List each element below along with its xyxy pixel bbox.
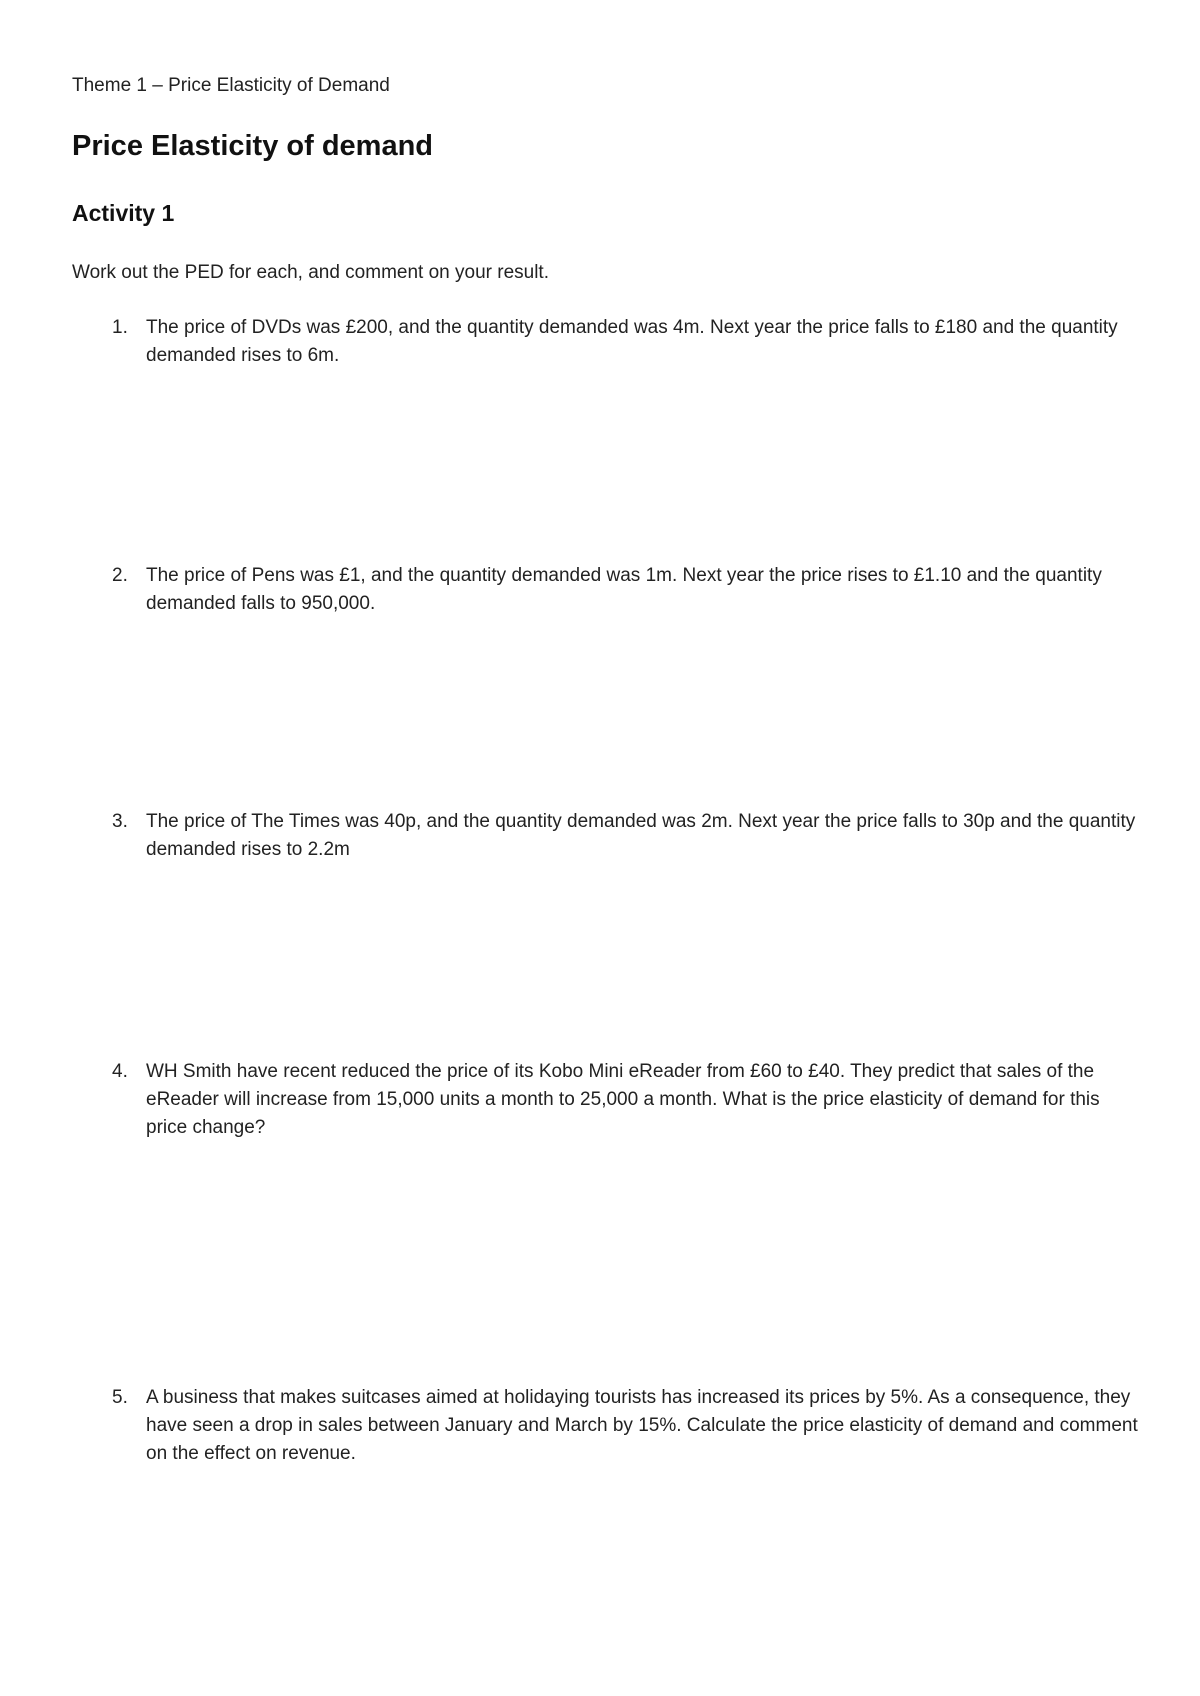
question-number: 5. — [112, 1387, 128, 1408]
question-text: A business that makes suitcases aimed at holidaying tourists has increased its prices by 5%. As a consequence, they have seen a drop in sales between January and March by 15%. Calculate the price elasticity of demand and comment on the effect on revenue. — [146, 1387, 1138, 1464]
question-item — [72, 808, 1142, 864]
question-item — [72, 1384, 1142, 1468]
document-title: Price Elasticity of demand — [72, 130, 434, 162]
question-number: 2. — [112, 565, 128, 586]
question-text: The price of Pens was £1, and the quantity demanded was 1m. Next year the price rises to £1.10 and the quantity demanded falls to 950,000. — [146, 565, 1102, 614]
section-heading: Activity 1 — [72, 200, 175, 226]
question-item — [72, 562, 1142, 618]
question-number: 4. — [112, 1061, 128, 1082]
question-item — [72, 314, 1142, 370]
question-text: The price of The Times was 40p, and the quantity demanded was 2m. Next year the price falls to 30p and the quantity demanded rises to 2.2m — [146, 811, 1136, 860]
instructions: Work out the PED for each, and comment on your result. — [72, 262, 549, 283]
running-header: Theme 1 – Price Elasticity of Demand — [72, 75, 390, 96]
question-number: 3. — [112, 811, 128, 832]
question-text: WH Smith have recent reduced the price of its Kobo Mini eReader from £60 to £40. They predict that sales of the eReader will increase from 15,000 units a month to 25,000 a month. What is the price elasticity of demand for this price change? — [146, 1061, 1100, 1138]
question-text: The price of DVDs was £200, and the quantity demanded was 4m. Next year the price falls to £180 and the quantity demanded rises to 6m. — [146, 317, 1118, 366]
question-number: 1. — [112, 317, 128, 338]
question-item — [72, 1058, 1142, 1142]
